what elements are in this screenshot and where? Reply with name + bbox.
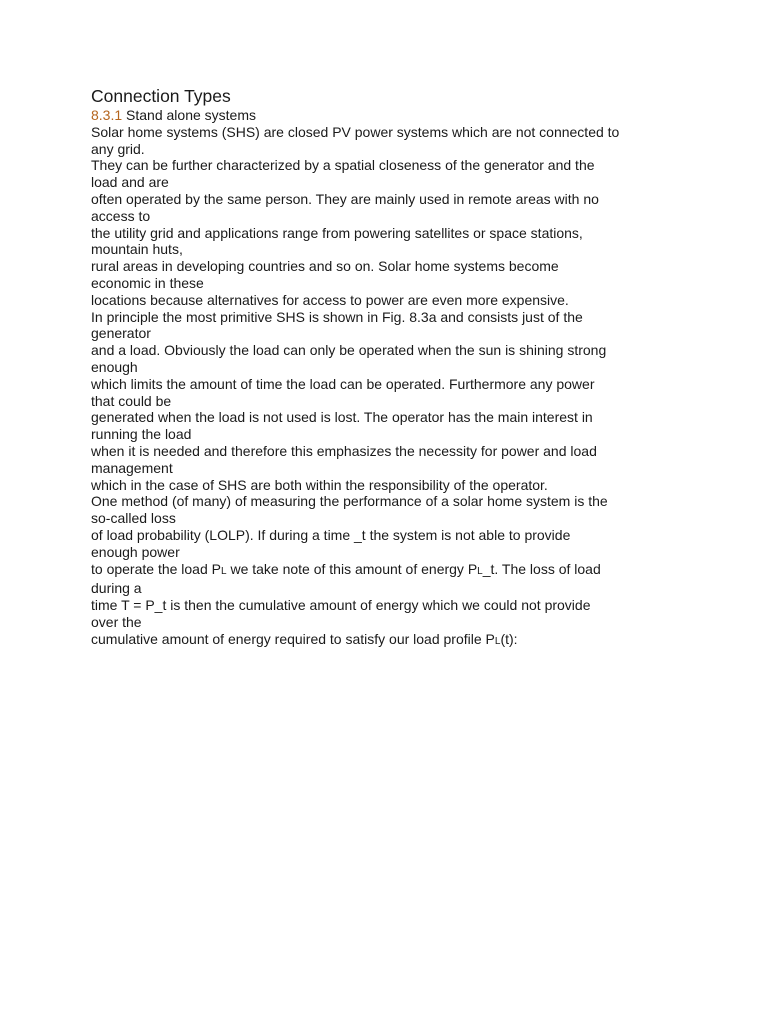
text-line: when it is needed and therefore this emphasizes the necessity for power and load — [91, 442, 597, 459]
text-line: often operated by the same person. They are mainly used in remote areas with no — [91, 190, 599, 207]
text-line: running the load — [91, 426, 192, 443]
section-number: 8.3.1 — [91, 107, 123, 123]
text-line: One method (of many) of measuring the performance of a solar home system is the — [91, 493, 608, 510]
page-title: Connection Types — [91, 86, 231, 106]
formula-text: (t): — [500, 630, 518, 647]
subscript: L — [494, 635, 501, 647]
text-line: any grid. — [91, 140, 145, 157]
subscript: L — [221, 565, 227, 577]
text-line: rural areas in developing countries and so on. Solar home systems become — [91, 258, 559, 275]
text-line: access to — [91, 207, 151, 224]
text-line: Solar home systems (SHS) are closed PV power systems which are not connected to — [91, 123, 620, 140]
text-line: They can be further characterized by a spatial closeness of the generator and the — [91, 157, 595, 174]
subscript: L — [477, 565, 483, 577]
text-line: generated when the load is not used is lost. The operator has the main interest in — [91, 409, 593, 426]
text-line: time T = P_t is then the cumulative amount of energy which we could not provide — [91, 597, 591, 614]
text-line: so-called loss — [91, 510, 176, 527]
text-line: during a — [91, 580, 142, 597]
formula-line — [91, 631, 691, 651]
text-line: mountain huts, — [91, 241, 183, 258]
text-line: over the — [91, 613, 142, 630]
formula-line — [91, 561, 691, 581]
text-line: In principle the most primitive SHS is shown in Fig. 8.3a and consists just of the — [91, 308, 583, 325]
section-heading — [91, 107, 691, 124]
text-line: the utility grid and applications range from powering satellites or space stations, — [91, 224, 583, 241]
text-line: that could be — [91, 392, 172, 409]
text-line: and a load. Obviously the load can only be operated when the sun is shining strong — [91, 342, 607, 359]
text-line: load and are — [91, 174, 169, 191]
formula-text: we take note of this amount of energy P — [226, 560, 478, 577]
text-line: economic in these — [91, 274, 204, 291]
text-line: which in the case of SHS are both within the responsibility of the operator. — [91, 476, 548, 493]
formula-text: to operate the load P — [91, 560, 221, 577]
text-line: enough — [91, 358, 138, 375]
formula-text: _t. The loss of load — [482, 560, 601, 577]
text-line: generator — [91, 325, 151, 342]
body-text — [91, 124, 691, 651]
section-title: Stand alone systems — [126, 107, 256, 123]
text-line: locations because alternatives for access to power are even more expensive. — [91, 291, 569, 308]
formula-text: cumulative amount of energy required to satisfy our load profile P — [91, 630, 495, 647]
document-page — [91, 85, 691, 651]
text-line: management — [91, 459, 173, 476]
text-line: which limits the amount of time the load can be operated. Furthermore any power — [91, 375, 595, 392]
text-line: enough power — [91, 543, 180, 560]
text-line: of load probability (LOLP). If during a time _t the system is not able to provide — [91, 526, 571, 543]
